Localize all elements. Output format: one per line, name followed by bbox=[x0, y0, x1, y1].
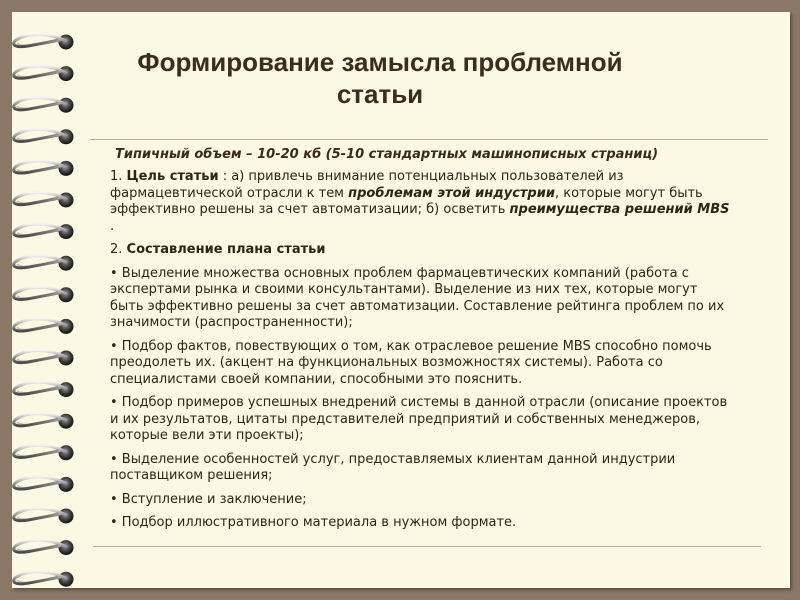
bullet-item: • Подбор примеров успешных внедрений системы в данной отрасли (описание проектов и их результатов, цитаты представителей предприятий и собственных менеджеров, которые вели эти проекты); bbox=[110, 395, 728, 443]
binding-ring-icon bbox=[14, 287, 74, 302]
top-divider bbox=[90, 139, 768, 140]
bullet-item: • Выделение множества основных проблем фармацевтических компаний (работа с экспертами рынка и своими консультантами). Выделение из них тех, которые могут быть эффективно решены за счет автоматизации. Составление рейтинга проблем по их значимости (распространенности); bbox=[110, 265, 725, 330]
bullet-item: • Подбор фактов, повествующих о том, как отраслевое решение MBS способно помочь преодолеть их. (акцент на функциональных возможностях системы). Работа со специалистами своей компании, способными это пояснить. bbox=[110, 338, 712, 387]
binding-ring-icon bbox=[14, 382, 74, 397]
slide-body bbox=[110, 169, 735, 539]
binding-ring-icon bbox=[14, 572, 74, 587]
binding-ring-icon bbox=[14, 445, 74, 460]
binding-ring-icon bbox=[14, 414, 74, 429]
item-1-emphasis-b: преимущества решений MBS bbox=[509, 202, 730, 217]
item-1-text-b: , которые могут быть эффективно решены за счет автоматизации; б) осветить bbox=[110, 185, 703, 217]
item-2-number: 2. bbox=[110, 242, 127, 257]
slide-title: Формирование замысла проблемной статьи bbox=[137, 47, 623, 109]
item-1-number: 1. bbox=[110, 169, 127, 184]
item-1-emphasis-a: проблемам этой индустрии bbox=[348, 185, 555, 201]
binding-ring-icon bbox=[14, 66, 74, 81]
bullet-item: • Выделение особенностей услуг, предоставляемых клиентам данной индустрии поставщиком решения; bbox=[110, 451, 676, 483]
bullet-item: • Подбор иллюстративного материала в нужном формате. bbox=[110, 515, 517, 530]
item-1 bbox=[110, 169, 735, 235]
binding-ring-icon bbox=[14, 98, 74, 113]
binding-ring-icon bbox=[14, 508, 74, 523]
item-1-text-a: : а) привлечь внимание потенциальных пользователей из фармацевтической отрасли к тем bbox=[110, 169, 624, 201]
bottom-divider bbox=[93, 546, 761, 547]
spiral-binding-icon bbox=[0, 0, 90, 600]
binding-ring-icon bbox=[14, 540, 74, 555]
binding-ring-icon bbox=[14, 350, 74, 365]
binding-ring-icon bbox=[14, 224, 74, 239]
binding-ring-icon bbox=[14, 256, 74, 271]
item-2 bbox=[110, 242, 735, 259]
item-2-label: Составление плана статьи bbox=[126, 242, 326, 257]
binding-ring-icon bbox=[14, 477, 74, 492]
slide-subtitle: Типичный объем – 10-20 кб (5-10 стандартных машинописных страниц) bbox=[115, 147, 659, 162]
binding-ring-icon bbox=[14, 192, 74, 207]
binding-ring-icon bbox=[14, 129, 74, 144]
bullet-item: • Вступление и заключение; bbox=[110, 491, 307, 507]
item-1-label: Цель статьи bbox=[126, 169, 219, 184]
binding-ring-icon bbox=[14, 34, 74, 49]
binding-ring-icon bbox=[14, 319, 74, 334]
binding-ring-icon bbox=[14, 161, 74, 176]
item-1-text-c: . bbox=[110, 218, 115, 234]
